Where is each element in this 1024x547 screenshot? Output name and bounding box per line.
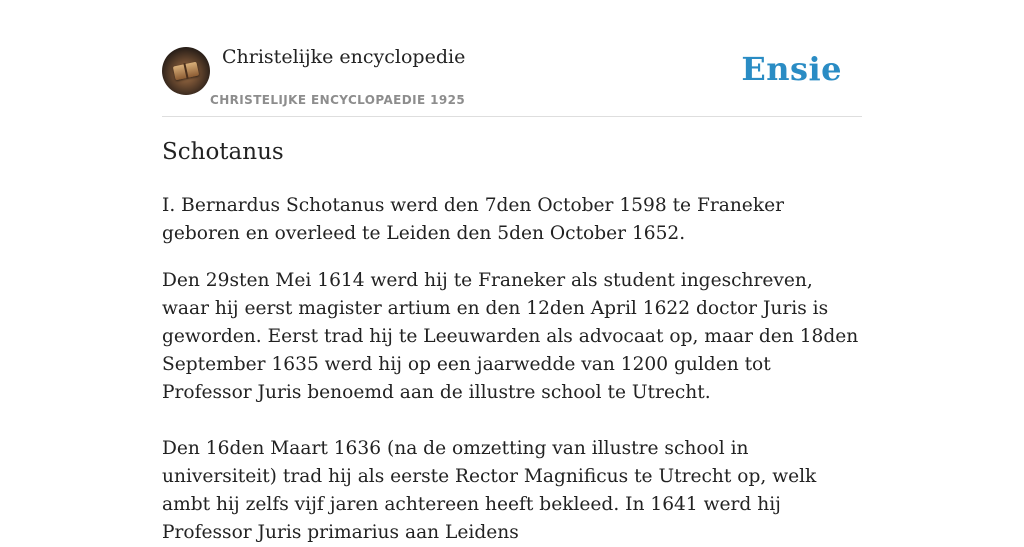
- paragraph: Den 16den Maart 1636 (na de omzetting van illustre school in universiteit) trad hij als eerste Rector Magnificus te Utrecht op, welk ambt hij zelfs vijf jaren achtereen heeft bekleed. In 1641 werd hij Professor Juris primarius aan Leidens: [162, 438, 817, 543]
- site-name[interactable]: Christelijke encyclopedie: [222, 46, 466, 68]
- ensie-logo[interactable]: Ensie: [741, 50, 842, 88]
- paragraph: Den 29sten Mei 1614 werd hij te Franeker als student ingeschreven, waar hij eerst magister artium en den 12den April 1622 doctor Juris is geworden. Eerst trad hij te Leeuwarden als advocaat op, maar den 18den September 1635 werd hij op een jaarwedde van 1200 gulden tot Professor Juris benoemd aan de illustre school te Utrecht.: [162, 270, 859, 403]
- article-body: [162, 192, 862, 547]
- article-title: Schotanus: [162, 139, 284, 165]
- encyclopedia-avatar[interactable]: [162, 47, 210, 95]
- site-header: [162, 46, 862, 117]
- paragraph: I. Bernardus Schotanus werd den 7den October 1598 te Franeker geboren en overleed te Leiden den 5den October 1652.: [162, 195, 784, 244]
- site-subtitle: CHRISTELIJKE ENCYCLOPAEDIE 1925: [210, 93, 466, 107]
